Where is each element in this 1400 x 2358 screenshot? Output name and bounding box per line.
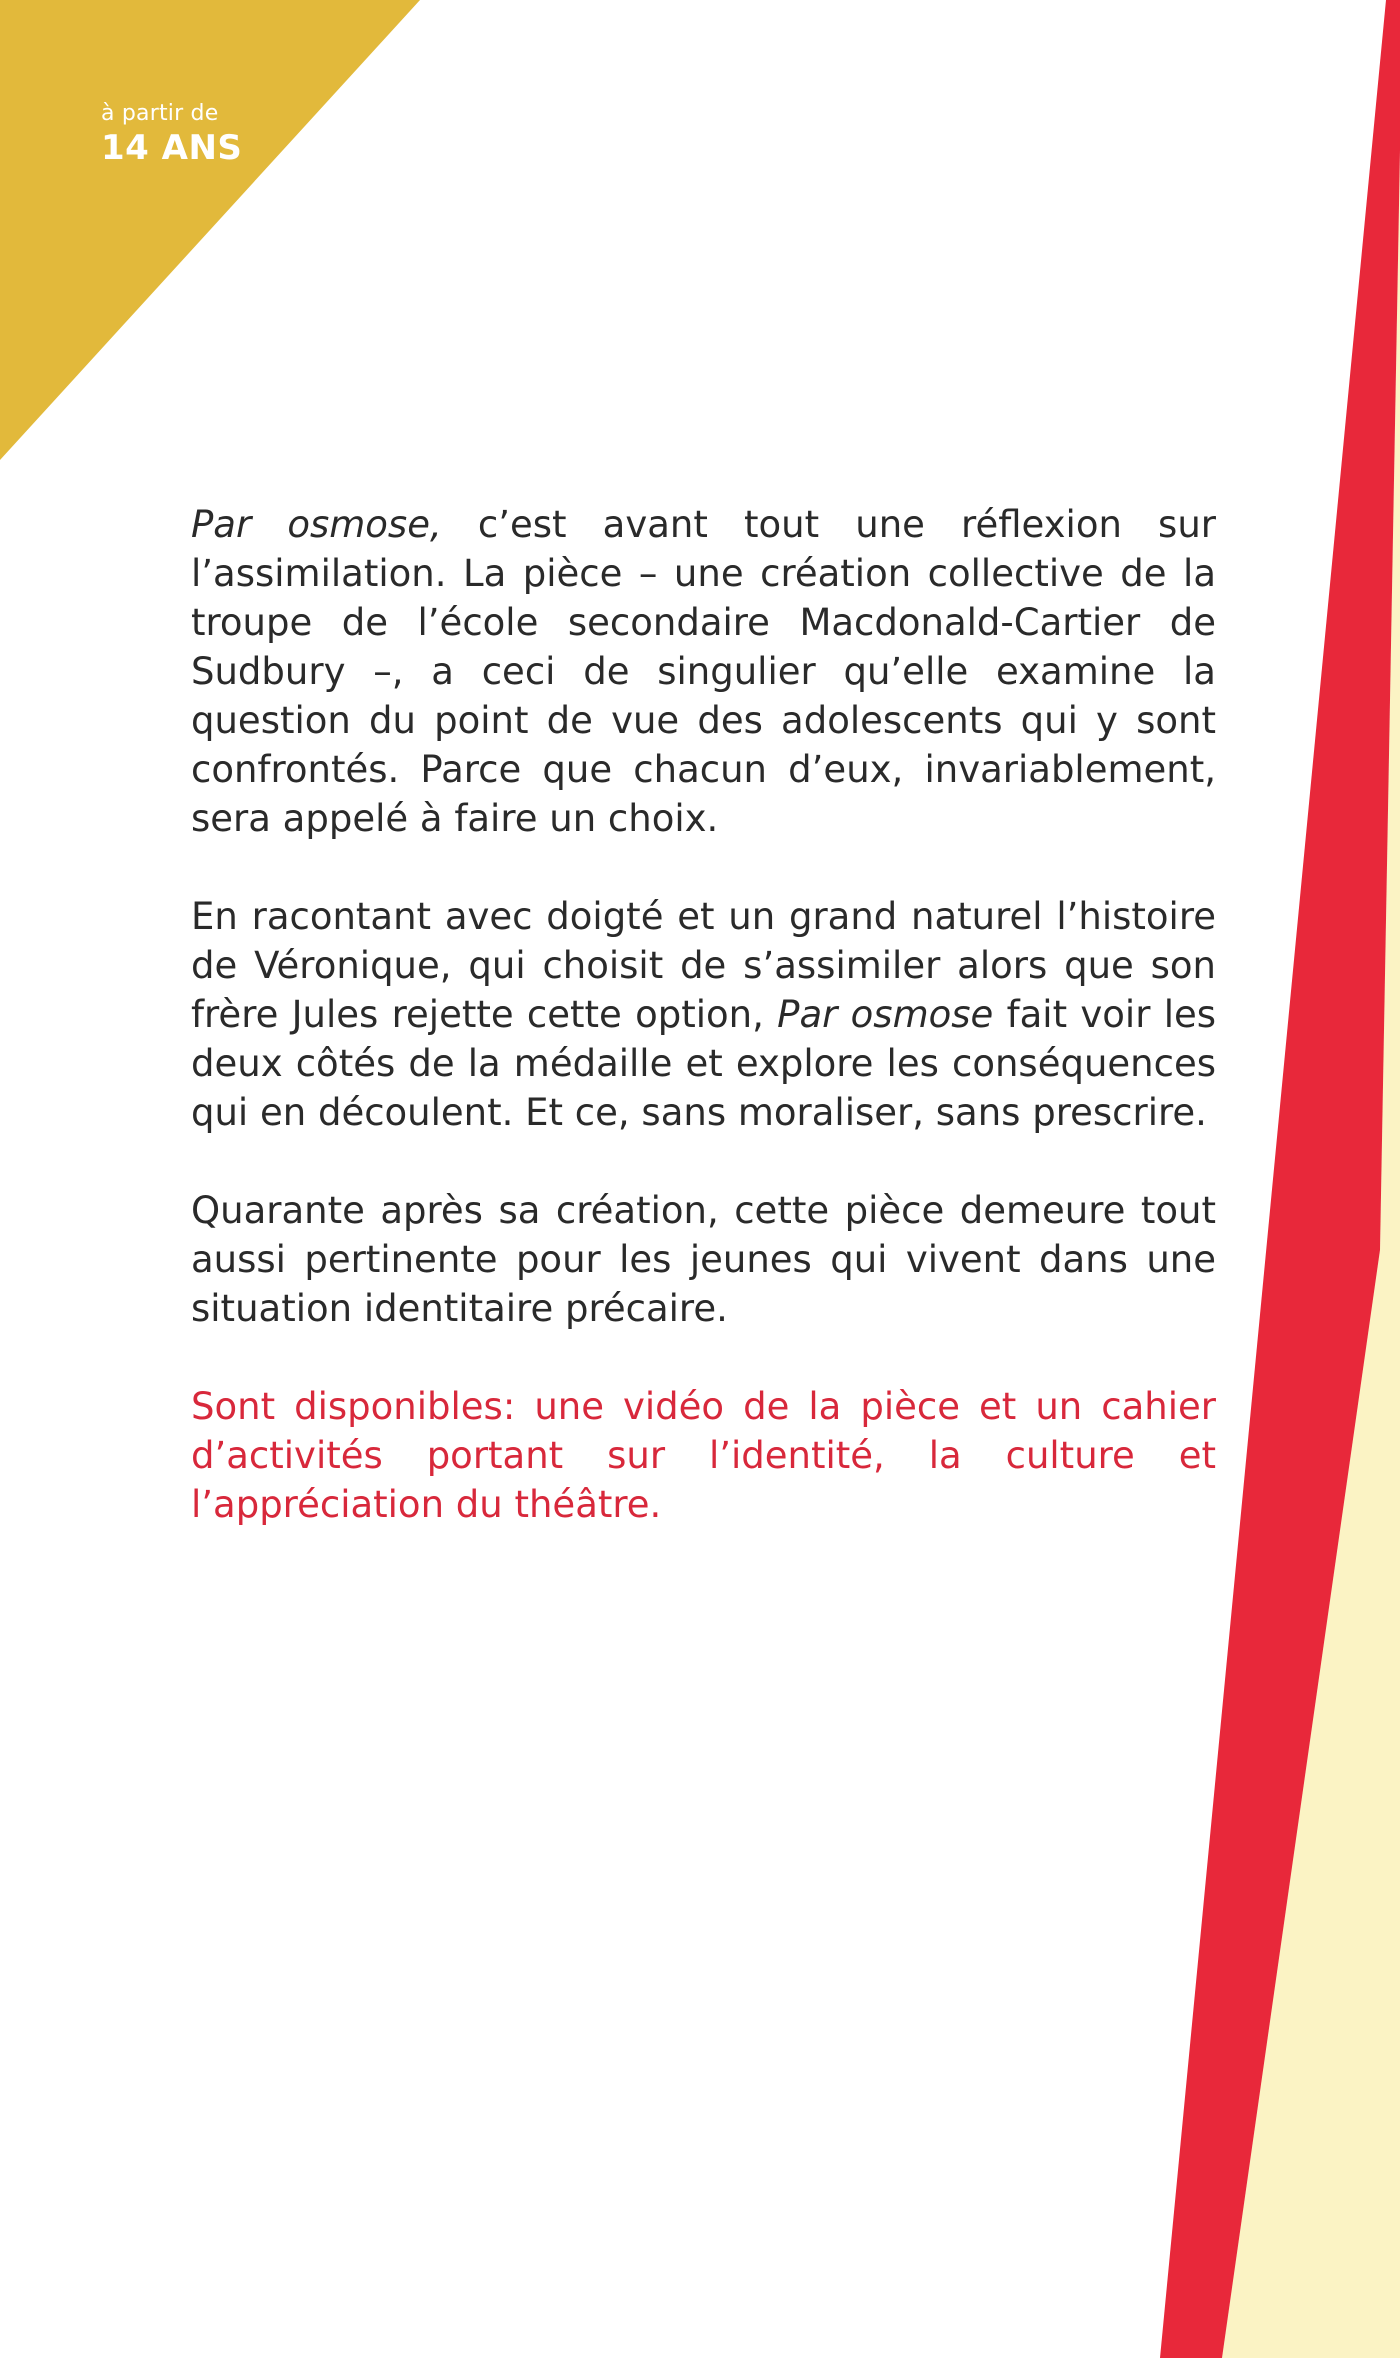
age-prefix: à partir de [101, 101, 219, 126]
paragraph-story [191, 892, 1216, 1137]
play-title: Par osmose, [191, 503, 442, 546]
paragraph-availability [191, 1382, 1216, 1529]
paragraph-intro [191, 500, 1216, 843]
age-badge [101, 100, 242, 168]
gold-corner-triangle [0, 0, 420, 460]
paragraph-intro-text: c’est avant tout une réflexion sur l’assimilation. La pièce – une création collective de la troupe de l’école secondaire Macdonald-Cartier de Sudbury –, a ceci de singulier qu’elle examine la question du point de vue des adolescents qui y sont confrontés. Parce que chacun d’eux, invariablement, sera appelé à faire un choix. [191, 503, 1216, 840]
play-title: Par osmose [777, 993, 994, 1036]
paragraph-relevance-text: Quarante après sa création, cette pièce demeure tout aussi pertinente pour les jeunes qui vivent dans une situation identitaire précaire. [191, 1189, 1216, 1330]
description-text [191, 500, 1216, 1578]
paragraph-availability-text: Sont disponibles: une vidéo de la pièce et un cahier d’activités portant sur l’identité, la culture et l’appréciation du théâtre. [191, 1385, 1216, 1526]
age-value: 14 ANS [101, 128, 243, 168]
paragraph-story-text-1: En racontant avec doigté et un grand naturel l’histoire de Véronique, qui choisit de s’assimiler alors que son frère Jules rejette cette option, [191, 895, 1216, 1036]
paragraph-story-text-2: fait voir les deux côtés de la médaille et explore les conséquences qui en découlent. Et ce, sans moraliser, sans prescrire. [191, 993, 1217, 1134]
paragraph-relevance [191, 1186, 1216, 1333]
